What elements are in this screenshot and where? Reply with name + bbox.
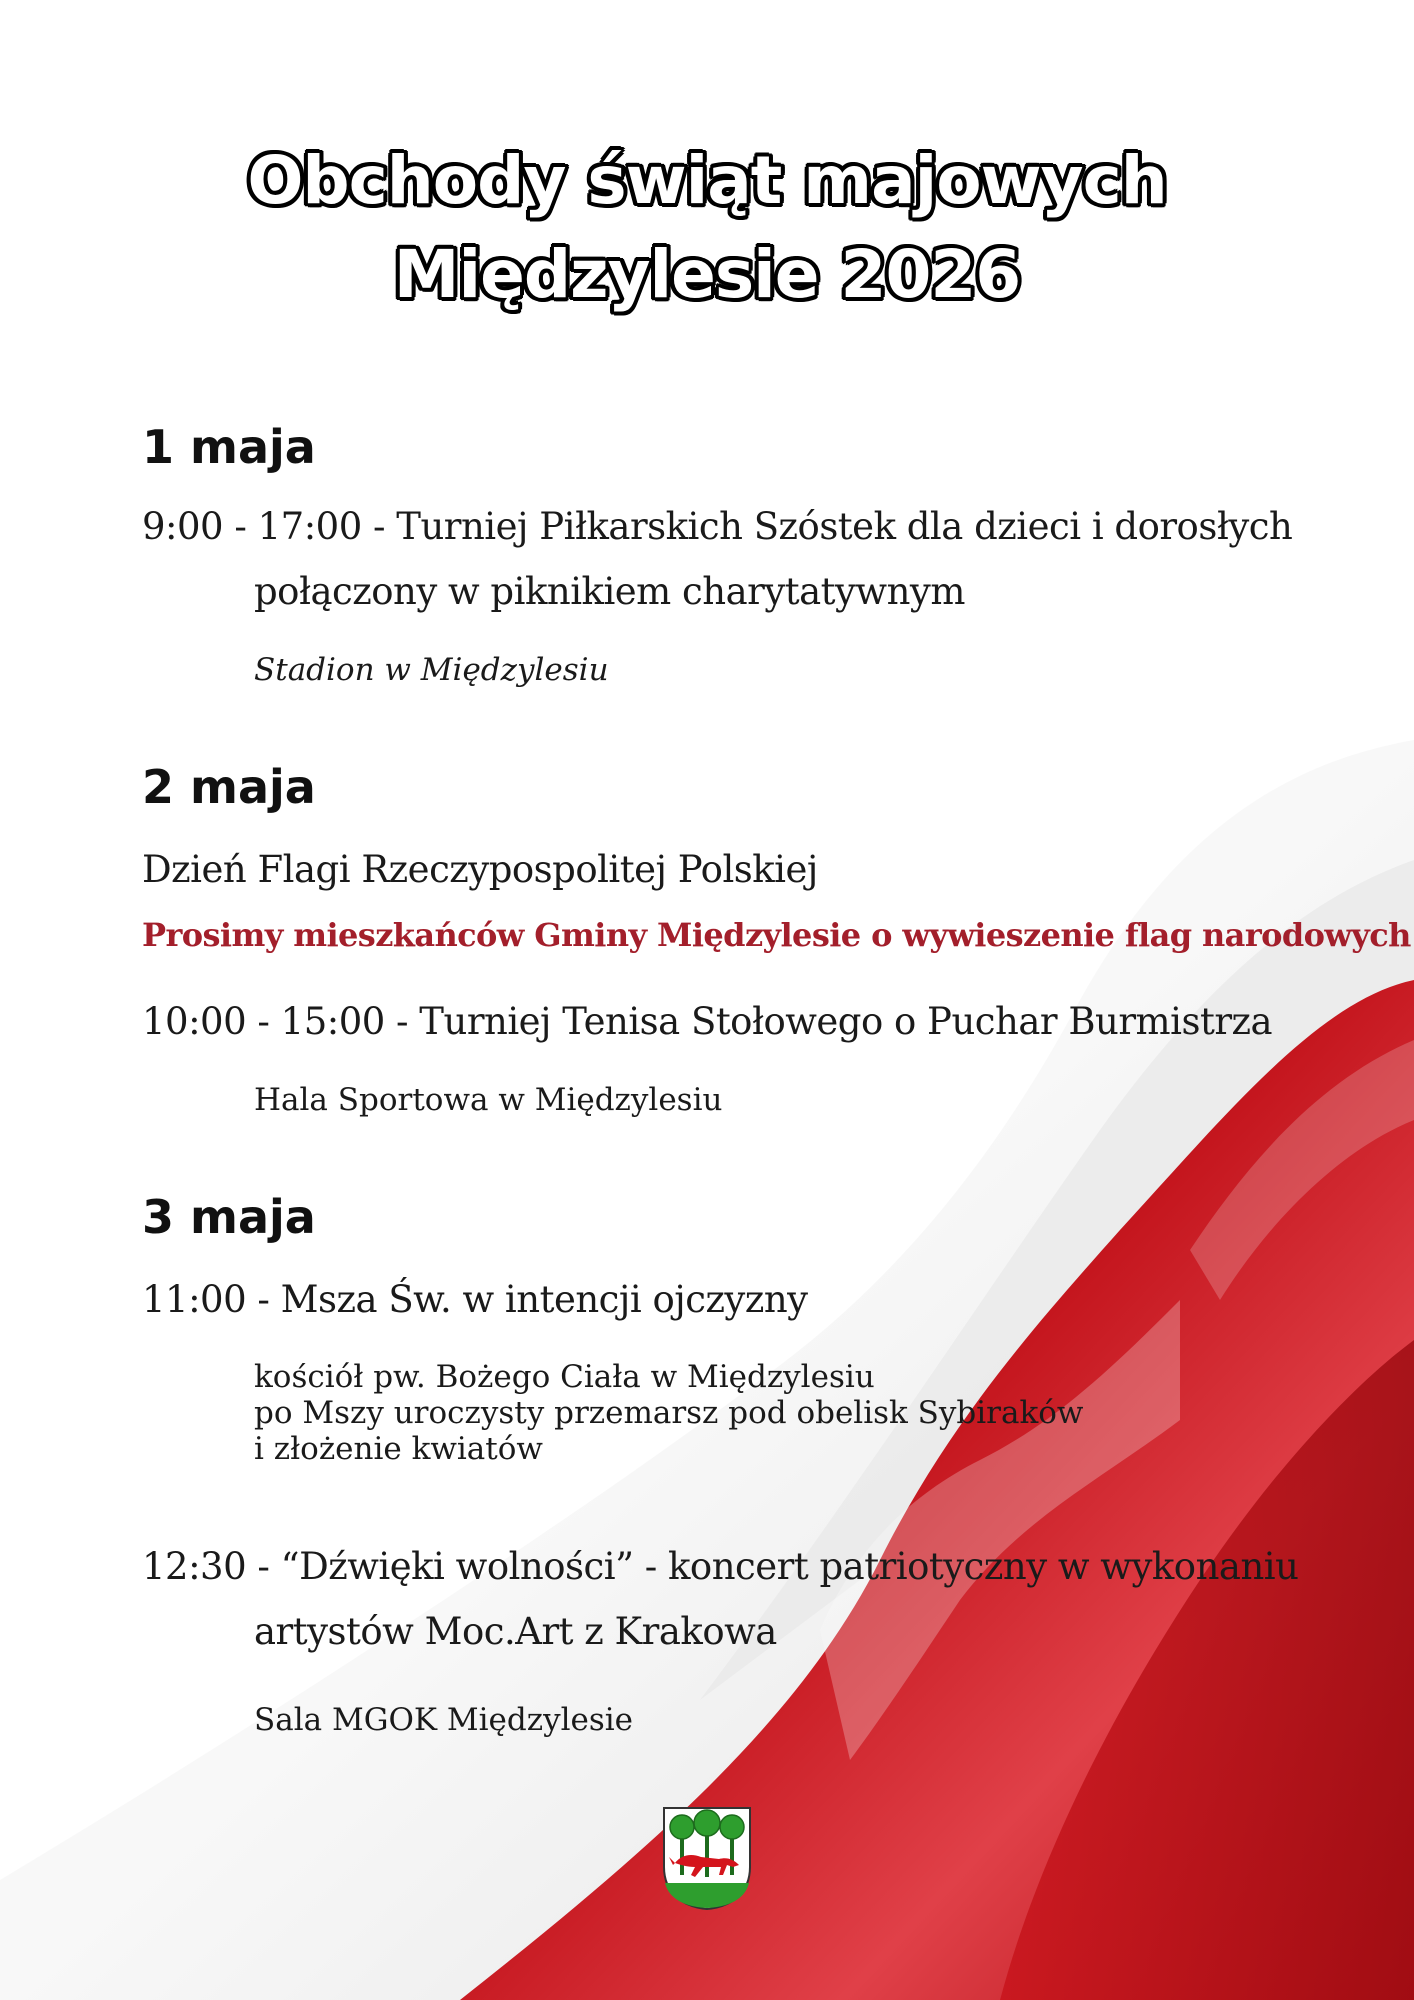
event-continuation: połączony w piknikiem charytatywnym bbox=[254, 570, 965, 613]
day-heading-1: 1 maja bbox=[142, 420, 316, 474]
event-time-title: 10:00 - 15:00 - Turniej Tenisa Stołowego o Puchar Burmistrza bbox=[142, 1000, 1273, 1043]
notice-title: Dzień Flagi Rzeczypospolitej Polskiej bbox=[142, 848, 818, 891]
event-detail: po Mszy uroczysty przemarsz pod obelisk Sybiraków bbox=[254, 1395, 1084, 1431]
day-heading-2: 2 maja bbox=[142, 760, 316, 814]
page-title-line-1: Obchody świąt majowych bbox=[247, 142, 1167, 219]
event-time-title: 11:00 - Msza Św. w intencji ojczyzny bbox=[142, 1278, 808, 1321]
page-title-line-2: Międzylesie 2026 bbox=[393, 236, 1021, 313]
event-time-title: 12:30 - “Dźwięki wolności” - koncert patriotyczny w wykonaniu bbox=[142, 1545, 1299, 1588]
event-place: Hala Sportowa w Międzylesiu bbox=[254, 1082, 723, 1118]
event-continuation: artystów Moc.Art z Krakowa bbox=[254, 1610, 777, 1653]
event-place: Stadion w Międzylesiu bbox=[254, 652, 609, 688]
event-time-title: 9:00 - 17:00 - Turniej Piłkarskich Szóstek dla dzieci i dorosłych bbox=[142, 505, 1293, 548]
notice-highlight: Prosimy mieszkańców Gminy Międzylesie o wywieszenie flag narodowych bbox=[142, 916, 1411, 954]
event-detail: i złożenie kwiatów bbox=[254, 1431, 543, 1467]
event-place: Sala MGOK Międzylesie bbox=[254, 1702, 634, 1738]
coat-of-arms-icon bbox=[661, 1805, 753, 1911]
event-detail: kościół pw. Bożego Ciała w Międzylesiu bbox=[254, 1359, 875, 1395]
day-heading-3: 3 maja bbox=[142, 1190, 316, 1244]
